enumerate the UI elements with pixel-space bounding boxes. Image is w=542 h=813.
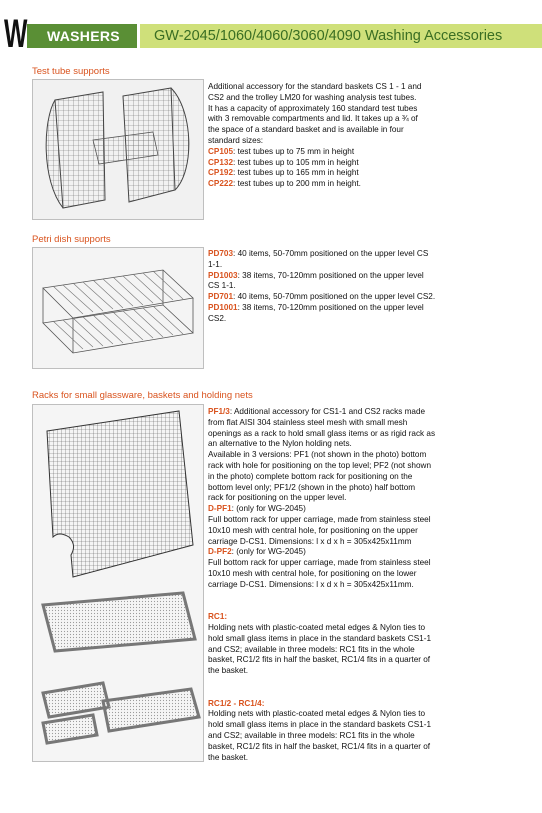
product-code: RC1: — [208, 612, 228, 622]
product-note: : (only for WG-2045) — [231, 504, 306, 514]
category-label: WASHERS — [47, 28, 120, 44]
desc-line: It has a capacity of approximately 160 standard test tubes — [208, 103, 418, 113]
title-bar — [140, 24, 542, 48]
product-item — [208, 271, 508, 282]
desc-line: CS2 and the trolley LM20 for washing analysis test tubes. — [208, 92, 417, 102]
product-code: PD1003 — [208, 270, 238, 280]
product-item — [208, 158, 508, 169]
desc-line: carriage D-CS1. Dimensions: l x d x h = 305x425x11mm. — [208, 579, 414, 589]
product-code: PD1001 — [208, 302, 238, 312]
product-text: : 38 items, 70-120mm positioned on the upper level — [237, 270, 424, 280]
section-letter: W — [4, 12, 28, 56]
desc-line: Holding nets with plastic-coated metal edges & Nylon ties to — [208, 622, 426, 632]
desc-line: from flat AISI 304 stainless steel mesh with small mesh — [208, 417, 408, 427]
petri-description — [208, 249, 508, 325]
category-tab — [27, 24, 137, 48]
test-tube-support-photo — [32, 79, 204, 220]
product-code: D-PF2 — [208, 547, 232, 557]
page-header — [0, 0, 542, 56]
petri-dish-support-photo — [32, 247, 204, 369]
desc-line: carriage D-CS1. Dimensions: l x d x h = 305x425x11mm — [208, 536, 412, 546]
product-item — [208, 292, 508, 303]
product-text: : test tubes up to 105 mm in height — [233, 157, 359, 167]
desc-line: Available in 3 versions: PF1 (not shown in the photo) bottom — [208, 450, 427, 460]
test-tube-description — [208, 82, 508, 190]
product-item — [208, 249, 508, 260]
section-title-racks: Racks for small glassware, baskets and holding nets — [32, 390, 253, 401]
product-code: CP105 — [208, 146, 234, 156]
product-text: : Additional accessory for CS1-1 and CS2 racks made — [229, 407, 426, 416]
product-code: CP192 — [208, 168, 234, 178]
product-item — [208, 547, 528, 558]
desc-line: rack for positioning on the upper level. — [208, 493, 347, 503]
product-item — [208, 168, 508, 179]
product-code: PF1/3 — [208, 407, 230, 416]
section-title-test-tube: Test tube supports — [32, 66, 110, 77]
product-code: CP222 — [208, 179, 234, 189]
desc-line: bottom level only; PF1/2 (shown in the photo) half bottom — [208, 482, 416, 492]
desc-line: Additional accessory for the standard baskets CS 1 - 1 and — [208, 82, 422, 91]
product-text: : test tubes up to 165 mm in height — [233, 168, 359, 178]
product-code: RC1/2 - RC1/4: — [208, 698, 265, 708]
desc-line: standard sizes: — [208, 135, 264, 145]
product-item — [208, 504, 528, 515]
desc-line: Full bottom rack for upper carriage, made from stainless steel — [208, 558, 431, 568]
desc-line: hold small glass items in place in the standard baskets CS1-1 — [208, 633, 431, 643]
desc-line: openings as a rack to hold small glass items or as rigid rack as — [208, 428, 436, 438]
desc-line: an alternative to the Nylon holding nets. — [208, 439, 352, 449]
section-title-petri: Petri dish supports — [32, 234, 111, 245]
desc-line: in the photo) complete bottom rack for positioning on the — [208, 471, 413, 481]
product-text: : test tubes up to 200 mm in height. — [233, 179, 361, 189]
product-code: PD703 — [208, 249, 234, 258]
product-text: : test tubes up to 75 mm in height — [233, 146, 355, 156]
desc-line: basket, RC1/2 fits in half the basket, RC1/4 fits in a quarter of — [208, 655, 431, 665]
racks-photo — [32, 404, 204, 762]
divider — [203, 404, 204, 760]
product-code: CP132 — [208, 157, 234, 167]
product-note: : (only for WG-2045) — [231, 547, 306, 557]
product-code: D-PF1 — [208, 504, 232, 514]
desc-line: with 3 removable compartments and lid. It takes up a ¾ of — [208, 114, 418, 124]
desc-line: basket, RC1/2 fits in half the basket, RC1/4 fits in a quarter of — [208, 741, 431, 751]
racks-description — [208, 407, 528, 763]
desc-line: and CS2; available in three models: RC1 fits in the whole — [208, 730, 415, 740]
desc-line: 10x10 mesh with central hole, for positioning on the upper — [208, 525, 418, 535]
desc-line: hold small glass items in place in the standard baskets CS1-1 — [208, 720, 431, 730]
product-text-cont: 1-1. — [208, 259, 223, 269]
product-item — [208, 147, 508, 158]
desc-line: the basket. — [208, 666, 249, 676]
product-item — [208, 179, 508, 190]
desc-line: 10x10 mesh with central hole, for positioning on the lower — [208, 568, 417, 578]
product-text: : 40 items, 50-70mm positioned on the upper level CS — [233, 249, 429, 258]
desc-line: Full bottom rack for upper carriage, made from stainless steel — [208, 514, 431, 524]
product-text-cont: CS 1-1. — [208, 281, 236, 291]
product-item — [208, 407, 528, 418]
product-text-cont: CS2. — [208, 313, 227, 323]
desc-line: the basket. — [208, 752, 249, 762]
page-title: GW-2045/1060/4060/3060/4090 Washing Accessories — [154, 28, 503, 44]
desc-line: the space of a standard basket and is available in four — [208, 125, 404, 135]
product-text: : 38 items, 70-120mm positioned on the upper level — [237, 302, 424, 312]
desc-line: Holding nets with plastic-coated metal edges & Nylon ties to — [208, 709, 426, 719]
desc-line: rack with hole for positioning on the top level; PF2 (not shown — [208, 460, 432, 470]
product-code: PD701 — [208, 292, 234, 302]
product-item — [208, 303, 508, 314]
desc-line: and CS2; available in three models: RC1 fits in the whole — [208, 644, 415, 654]
product-text: : 40 items, 50-70mm positioned on the upper level CS2. — [233, 292, 436, 302]
